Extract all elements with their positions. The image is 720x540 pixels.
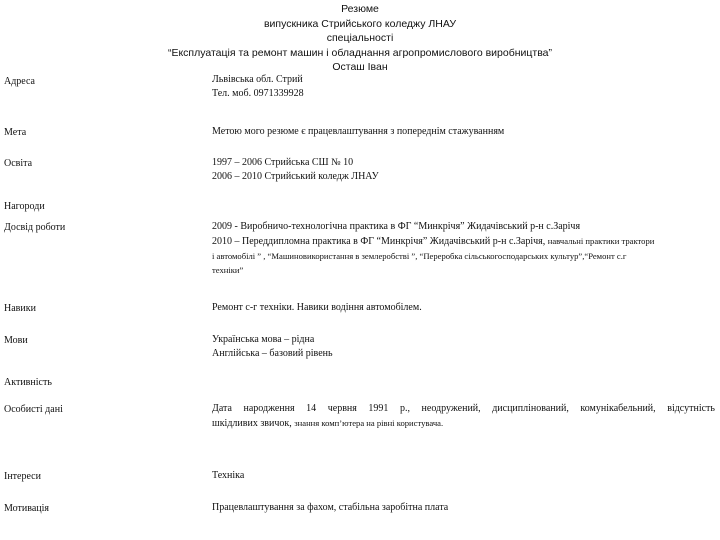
person-name: Осташ Іван — [332, 61, 388, 74]
experience-value — [212, 220, 715, 277]
goal-text: Метою мого резюме є працевлаштування з попереднім стажуванням — [212, 126, 505, 137]
motivation-value — [212, 501, 715, 515]
interests-label: Інтереси — [4, 471, 41, 482]
motivation-label: Мотивація — [4, 503, 49, 514]
education-value — [212, 156, 715, 184]
personal-value — [212, 402, 715, 431]
experience-2010-practices: навчальні практики трактори — [547, 236, 655, 246]
education-label: Освіта — [4, 158, 33, 169]
skills-text: Ремонт с-г техніки. Навики водіння автомобілем. — [212, 302, 422, 313]
education-college: 2006 – 2010 Стрийський коледж ЛНАУ — [212, 171, 379, 182]
languages-label: Мови — [4, 335, 28, 346]
specialty-name: “Експлуатація та ремонт машин і обладнання агропромислового виробництва” — [167, 46, 553, 59]
experience-practices-end: техніки” — [212, 265, 244, 275]
resume-title: Резюме — [341, 3, 379, 15]
goal-value — [212, 125, 715, 139]
skills-value — [212, 301, 715, 315]
personal-habits: шкідливих звичок, — [212, 418, 295, 429]
address-label: Адреса — [4, 76, 35, 87]
personal-line-1: Дата народження 14 червня 1991 р., неодружений, дисциплінований, комунікабельний, відсутність — [212, 403, 715, 414]
personal-label: Особисті дані — [4, 404, 63, 415]
graduate-line: випускника Стрийського коледжу ЛНАУ — [263, 17, 457, 30]
language-native: Українська мова – рідна — [212, 334, 315, 345]
goal-label: Мета — [4, 127, 27, 138]
personal-computer: знання комп’ютера на рівні користувача. — [294, 418, 444, 428]
experience-label: Досвід роботи — [4, 222, 66, 233]
experience-2010-main: 2010 – Переддипломна практика в ФГ “Минкрічя” Жидачівський р-н с.Зарічя, — [212, 236, 548, 247]
motivation-text: Працевлаштування за фахом, стабільна заробітна плата — [212, 502, 449, 513]
awards-label: Нагороди — [4, 201, 45, 212]
interests-text: Техніка — [212, 470, 245, 481]
experience-practices-cont: і автомобілі ” , “Машиновикористання в землеробстві ”, “Переробка сільськогосподарських культур”,“Ремонт с.г — [212, 251, 627, 261]
address-line: Львівська обл. Стрий — [212, 74, 303, 85]
education-school: 1997 – 2006 Стрийська СШ № 10 — [212, 157, 354, 168]
experience-line-2010 — [212, 234, 715, 249]
phone-line: Тел. моб. 0971339928 — [212, 88, 304, 99]
language-english: Англійська – базовий рівень — [212, 348, 333, 359]
address-value — [212, 73, 715, 101]
activity-label: Активність — [4, 377, 52, 388]
skills-label: Навики — [4, 303, 36, 314]
interests-value — [212, 469, 715, 483]
specialty-label: спеціальності — [326, 32, 394, 45]
experience-line-2009: 2009 - Виробничо-технологічна практика в ФГ “Минкрічя” Жидачівський р-н с.Зарічя — [212, 221, 581, 232]
personal-line-2 — [212, 416, 715, 431]
languages-value — [212, 333, 715, 361]
resume-header — [0, 2, 720, 75]
